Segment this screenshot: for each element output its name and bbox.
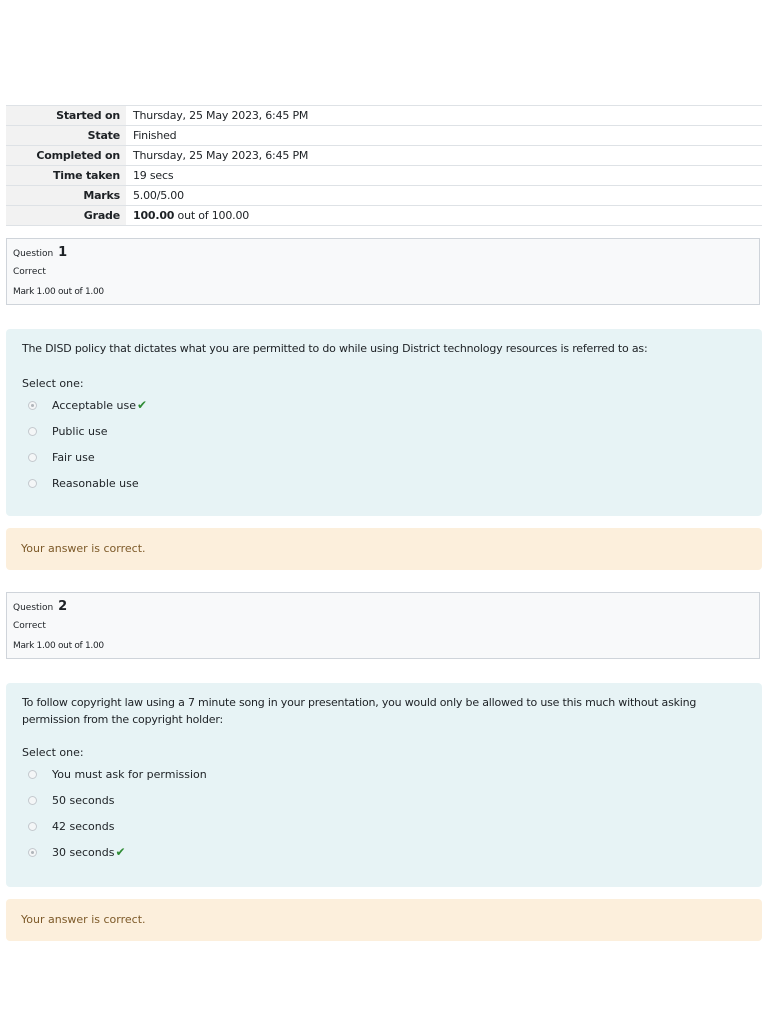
answer-label: Reasonable use xyxy=(52,476,139,490)
question-label: Question xyxy=(13,249,54,259)
summary-label: Grade xyxy=(6,206,126,225)
summary-value: 5.00/5.00 xyxy=(133,189,184,202)
question-text: To follow copyright law using a 7 minute song in your presentation, you would only be allowed to use this much without asking permission from the copyright holder: xyxy=(22,696,697,726)
radio-button[interactable] xyxy=(28,848,37,857)
answer-option[interactable] xyxy=(22,839,746,865)
answer-label: 42 seconds xyxy=(52,819,115,833)
check-icon: ✔ xyxy=(115,845,126,859)
summary-row-marks xyxy=(6,186,762,206)
answer-label: Public use xyxy=(52,424,108,438)
radio-button[interactable] xyxy=(28,822,37,831)
radio-button[interactable] xyxy=(28,796,37,805)
summary-row-time-taken xyxy=(6,166,762,186)
answer-label: 50 seconds xyxy=(52,793,115,807)
answer-option[interactable] xyxy=(22,444,746,470)
answer-option[interactable] xyxy=(22,392,746,418)
grade-value: 100.00 xyxy=(133,209,175,222)
question-text: The DISD policy that dictates what you are permitted to do while using District technology resources is referred to as: xyxy=(22,342,648,355)
summary-label: Completed on xyxy=(6,146,126,165)
answer-list xyxy=(22,761,746,865)
summary-value: Thursday, 25 May 2023, 6:45 PM xyxy=(133,149,309,162)
question-1-content xyxy=(6,329,762,516)
question-state: Correct xyxy=(13,267,46,277)
summary-label: Started on xyxy=(6,106,126,125)
radio-button[interactable] xyxy=(28,479,37,488)
answer-label: 30 seconds xyxy=(52,845,115,859)
answer-option[interactable] xyxy=(22,813,746,839)
answer-label: Fair use xyxy=(52,450,95,464)
question-number-value: 1 xyxy=(58,245,68,260)
summary-row-started xyxy=(6,106,762,126)
answer-option[interactable] xyxy=(22,787,746,813)
question-2-content xyxy=(6,683,762,887)
question-2-info xyxy=(6,592,760,659)
summary-value xyxy=(126,206,762,225)
radio-button[interactable] xyxy=(28,453,37,462)
check-icon: ✔ xyxy=(137,398,148,412)
summary-value: 19 secs xyxy=(133,169,174,182)
summary-value: Thursday, 25 May 2023, 6:45 PM xyxy=(133,109,309,122)
question-grade: Mark 1.00 out of 1.00 xyxy=(13,287,104,297)
summary-row-state xyxy=(6,126,762,146)
summary-label: Time taken xyxy=(6,166,126,185)
summary-label: State xyxy=(6,126,126,145)
summary-row-grade xyxy=(6,206,762,226)
radio-button[interactable] xyxy=(28,427,37,436)
question-grade: Mark 1.00 out of 1.00 xyxy=(13,641,104,651)
answer-option[interactable] xyxy=(22,761,746,787)
select-one-prompt: Select one: xyxy=(22,746,84,759)
summary-label: Marks xyxy=(6,186,126,205)
select-one-prompt: Select one: xyxy=(22,377,84,390)
radio-button[interactable] xyxy=(28,770,37,779)
question-label: Question xyxy=(13,603,54,613)
radio-button[interactable] xyxy=(28,401,37,410)
summary-value: Finished xyxy=(133,129,177,142)
grade-out-of: out of 100.00 xyxy=(174,209,250,222)
question-number-value: 2 xyxy=(58,599,68,614)
answer-label: Acceptable use xyxy=(52,398,137,412)
attempt-summary-table xyxy=(6,105,762,226)
question-1-feedback: Your answer is correct. xyxy=(6,528,762,570)
question-state: Correct xyxy=(13,621,46,631)
summary-row-completed xyxy=(6,146,762,166)
answer-option[interactable] xyxy=(22,418,746,444)
question-2-feedback: Your answer is correct. xyxy=(6,899,762,941)
answer-option[interactable] xyxy=(22,470,746,496)
answer-list xyxy=(22,392,746,496)
answer-label: You must ask for permission xyxy=(52,767,207,781)
question-number xyxy=(13,599,753,616)
question-1-info xyxy=(6,238,760,305)
question-number xyxy=(13,245,753,262)
